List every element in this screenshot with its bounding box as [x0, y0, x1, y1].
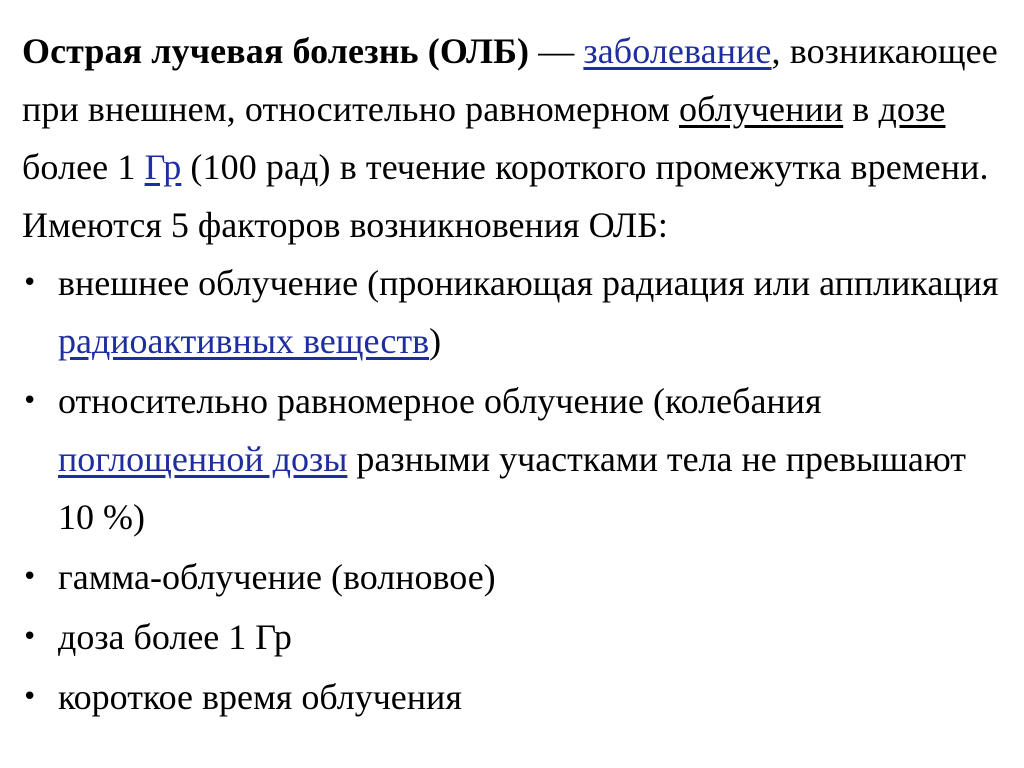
factor-item-5 — [22, 668, 1007, 726]
link-radioactive-substances[interactable]: радиоактивных веществ — [58, 321, 430, 361]
factor-text: короткое время облучения — [58, 677, 462, 717]
link-irradiation[interactable]: облучении — [679, 89, 844, 129]
factor-text: доза более 1 Гр — [58, 617, 292, 657]
link-dose[interactable]: дозе — [878, 89, 946, 129]
factor-text: гамма-облучение (волновое) — [58, 557, 496, 597]
bullet-icon: • — [22, 622, 38, 652]
dash-separator: — — [529, 31, 584, 71]
factor-text: внешнее облучение (проникающая радиация или аппликация — [58, 263, 999, 303]
factors-intro: Имеются 5 факторов возникновения ОЛБ: — [22, 205, 668, 245]
bullet-icon: • — [22, 682, 38, 712]
bullet-icon: • — [22, 386, 38, 416]
factor-item-1 — [22, 254, 1007, 370]
factor-text: относительно равномерное облучение (колебания — [58, 381, 822, 421]
link-gray-unit[interactable]: Гр — [144, 147, 182, 187]
definition-text-2: в — [843, 89, 879, 129]
definition-text-3: более 1 — [22, 147, 145, 187]
definition-paragraph — [22, 22, 1007, 196]
bullet-icon: • — [22, 268, 38, 298]
factor-text-after: ) — [429, 321, 442, 361]
factor-item-2 — [22, 372, 1007, 546]
definition-text-4: (100 рад) в течение короткого промежутка времени. — [181, 147, 989, 187]
bullet-icon: • — [22, 562, 38, 592]
factors-list — [22, 254, 1007, 726]
link-absorbed-dose[interactable]: поглощенной дозы — [58, 439, 348, 479]
definition-text-1: , возникающее при внешнем, относительно равномерном — [22, 31, 998, 129]
term-heading: Острая лучевая болезнь (ОЛБ) — [22, 31, 530, 71]
link-disease[interactable]: заболевание — [583, 31, 772, 71]
factor-item-4 — [22, 608, 1007, 666]
factor-text-after: разными участками тела не превышают 10 %) — [58, 439, 967, 537]
factor-item-3 — [22, 548, 1007, 606]
slide-content — [22, 22, 1007, 726]
